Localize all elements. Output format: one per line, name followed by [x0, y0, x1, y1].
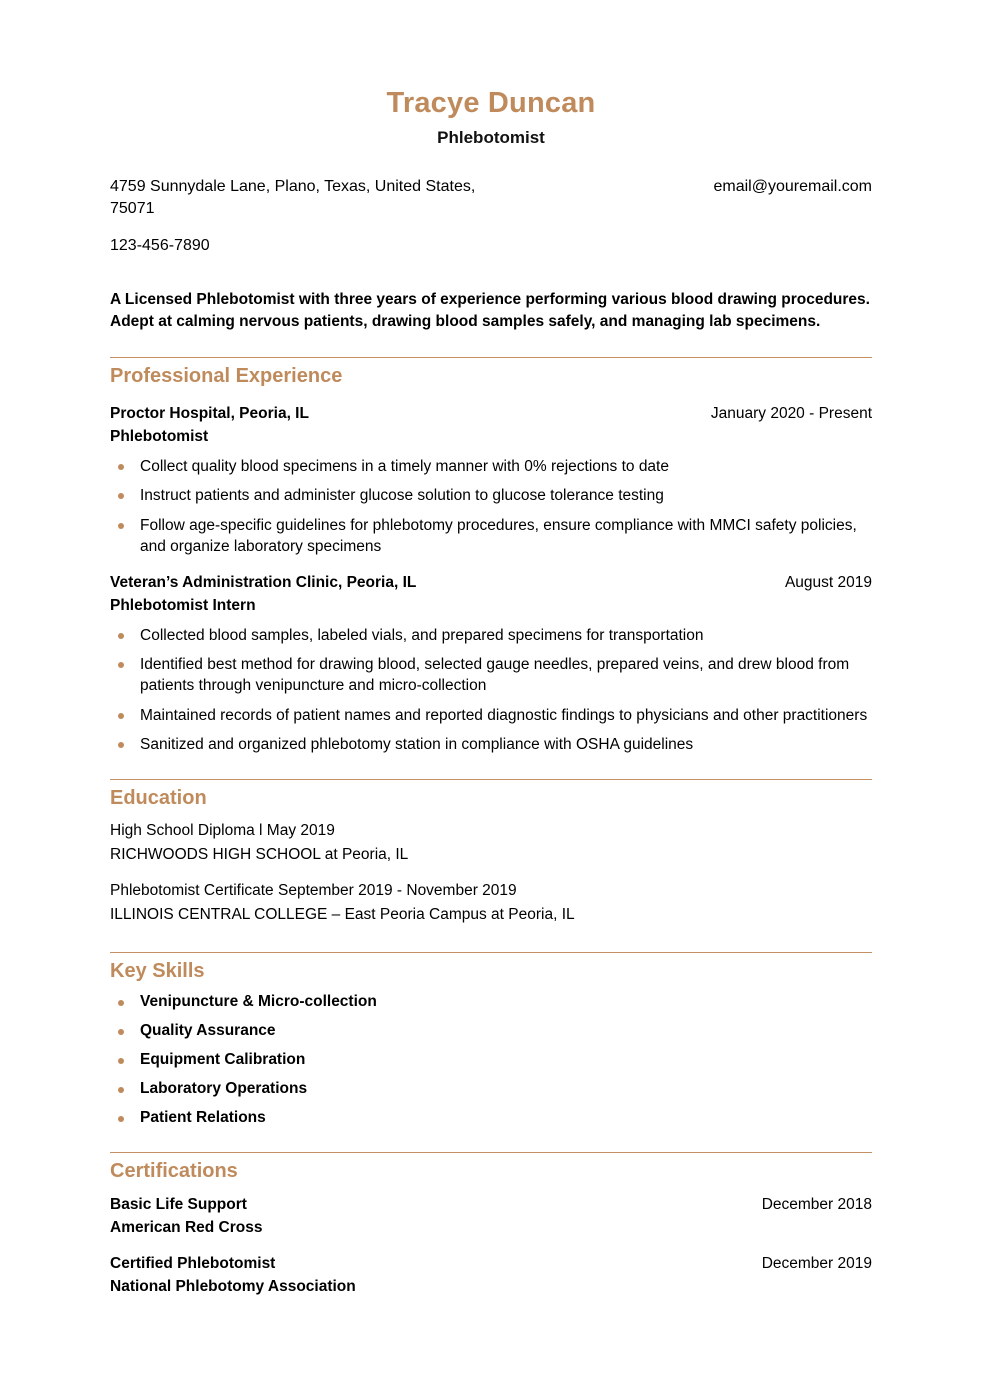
contact-email[interactable]: email@youremail.com [713, 177, 872, 195]
experience-bullet-list [110, 456, 872, 558]
bullet-dot-icon [118, 493, 124, 499]
bullet-dot-icon [118, 713, 124, 719]
bullet-dot-icon [118, 464, 124, 470]
bullet-text: Maintained records of patient names and reported diagnostic findings to physicians and other practitioners [140, 706, 868, 724]
skills-list [110, 992, 872, 1129]
experience-entry [110, 572, 872, 756]
certification-issuer: American Red Cross [110, 1219, 263, 1237]
experience-role: Phlebotomist Intern [110, 596, 256, 614]
bullet-dot-icon [118, 1116, 124, 1122]
bullet-text: Follow age-specific guidelines for phlebotomy procedures, ensure compliance with MMCI safety policies, and organize laboratory specimens [140, 516, 857, 556]
certification-entry [110, 1194, 872, 1239]
list-item [110, 456, 872, 477]
bullet-dot-icon [118, 1000, 124, 1006]
skill-text: Laboratory Operations [140, 1079, 308, 1097]
experience-entry-header [110, 572, 872, 594]
bullet-text: Collected blood samples, labeled vials, and prepared specimens for transportation [140, 626, 704, 644]
experience-bullet-list [110, 625, 872, 756]
bullet-text: Identified best method for drawing blood, selected gauge needles, prepared veins, and drew blood from patients through venipuncture and micro-collection [140, 655, 850, 695]
bullet-dot-icon [118, 1029, 124, 1035]
section-divider [110, 952, 872, 953]
list-item [110, 1079, 872, 1099]
bullet-text: Collect quality blood specimens in a timely manner with 0% rejections to date [140, 458, 669, 476]
section-education [110, 779, 872, 927]
bullet-dot-icon [118, 1087, 124, 1093]
bullet-dot-icon [118, 662, 124, 668]
skill-text: Venipuncture & Micro-collection [140, 992, 377, 1010]
section-key-skills [110, 952, 872, 1129]
bullet-text: Sanitized and organized phlebotomy station in compliance with OSHA guidelines [140, 736, 694, 754]
experience-date: August 2019 [784, 573, 872, 591]
education-school: RICHWOODS HIGH SCHOOL at Peoria, IL [110, 846, 409, 864]
list-item [110, 734, 872, 755]
experience-organization: Proctor Hospital, Peoria, IL [110, 405, 309, 423]
list-item [110, 654, 872, 697]
education-entry [110, 879, 872, 927]
contact-phone: 123-456-7890 [110, 236, 210, 254]
skill-text: Quality Assurance [140, 1021, 276, 1039]
bullet-text: Instruct patients and administer glucose solution to glucose tolerance testing [140, 487, 664, 505]
section-divider [110, 357, 872, 358]
skill-text: Equipment Calibration [140, 1050, 306, 1068]
list-item [110, 485, 872, 506]
section-title-certifications: Certifications [110, 1160, 238, 1183]
section-title-skills: Key Skills [110, 959, 205, 982]
professional-summary: A Licensed Phlebotomist with three years of experience performing various blood drawing procedures. Adept at calming nervous patients, drawing blood samples safely, and managing lab specimens. [110, 291, 870, 331]
section-divider [110, 779, 872, 780]
list-item [110, 1050, 872, 1070]
bullet-dot-icon [118, 1058, 124, 1064]
certification-name: Basic Life Support [110, 1196, 247, 1214]
bullet-dot-icon [118, 742, 124, 748]
certification-issuer: National Phlebotomy Association [110, 1278, 356, 1296]
section-professional-experience [110, 357, 872, 755]
certification-date: December 2018 [761, 1196, 872, 1214]
experience-entry-header [110, 403, 872, 425]
certification-entry-header [110, 1194, 872, 1216]
bullet-dot-icon [118, 523, 124, 529]
section-title-experience: Professional Experience [110, 365, 343, 388]
experience-organization: Veteran’s Administration Clinic, Peoria, IL [110, 573, 417, 591]
education-degree: Phlebotomist Certificate September 2019 - November 2019 [110, 882, 517, 900]
list-item [110, 992, 872, 1012]
certification-date: December 2019 [761, 1255, 872, 1273]
certification-entry-header [110, 1253, 872, 1275]
section-divider [110, 1152, 872, 1153]
section-title-education: Education [110, 787, 207, 810]
education-entry [110, 819, 872, 867]
bullet-dot-icon [118, 633, 124, 639]
skill-text: Patient Relations [140, 1109, 266, 1127]
candidate-name: Tracye Duncan [386, 87, 596, 119]
education-school: ILLINOIS CENTRAL COLLEGE – East Peoria Campus at Peoria, IL [110, 906, 575, 924]
contact-info [110, 176, 872, 220]
experience-entry [110, 403, 872, 558]
certification-entry [110, 1253, 872, 1298]
certification-name: Certified Phlebotomist [110, 1255, 276, 1273]
list-item [110, 705, 872, 726]
candidate-job-title: Phlebotomist [437, 128, 545, 148]
list-item [110, 625, 872, 646]
list-item [110, 1108, 872, 1128]
education-degree: High School Diploma l May 2019 [110, 822, 335, 840]
section-certifications [110, 1152, 872, 1298]
experience-date: January 2020 - Present [710, 405, 872, 423]
list-item [110, 515, 872, 558]
resume-header [110, 0, 872, 257]
list-item [110, 1021, 872, 1041]
experience-role: Phlebotomist [110, 428, 209, 446]
contact-address: 4759 Sunnydale Lane, Plano, Texas, United States, 75071 [110, 177, 476, 217]
